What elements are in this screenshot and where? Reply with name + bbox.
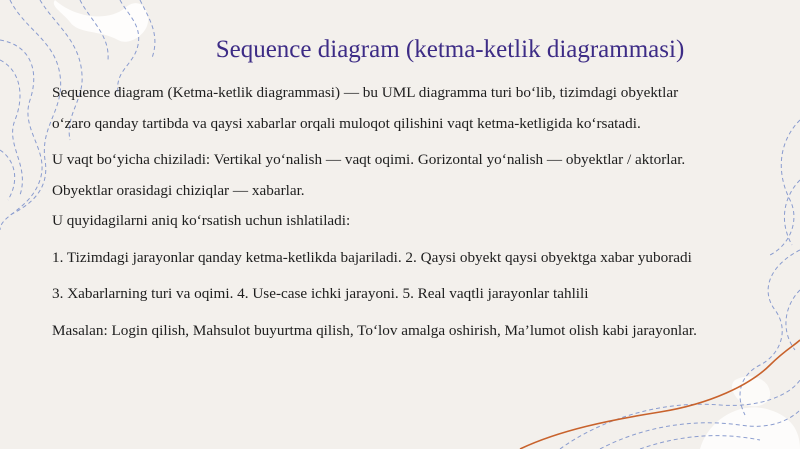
paragraph-usage-intro: U quyidagilarni aniq ko‘rsatish uchun ishlatiladi: xyxy=(52,212,351,229)
paragraph-definition: Sequence diagram (Ketma-ketlik diagrammasi) — bu UML diagramma turi bo‘lib, tizimdagi obyektlar o‘zaro qanday tartibda va qaysi xabarlar orqali muloqot qilishini vaqt ketma-ketligida ko‘rsatadi. xyxy=(52,84,679,132)
paragraph-axes: U vaqt bo‘yicha chiziladi: Vertikal yo‘nalish — vaqt oqimi. Gorizontal yo‘nalish — obyektlar / aktorlar. Obyektlar orasidagi chiziqlar — xabarlar. xyxy=(52,151,686,199)
bottom-right-blob xyxy=(700,407,800,449)
slide-body xyxy=(52,78,712,346)
paragraph-example: Masalan: Login qilish, Mahsulot buyurtma qilish, To‘lov amalga oshirish, Ma’lumot olish kabi jarayonlar. xyxy=(52,321,697,339)
top-left-blob xyxy=(54,0,148,42)
paragraph-usage-list-2: 3. Xabarlarning turi va oqimi. 4. Use-case ichki jarayoni. 5. Real vaqtli jarayonlar tahlili xyxy=(52,285,589,302)
slide-title: Sequence diagram (ketma-ketlik diagrammasi) xyxy=(215,36,685,63)
paragraph-usage-list-1: 1. Tizimdagi jarayonlar qanday ketma-ketlikda bajariladi. 2. Qaysi obyekt qaysi obyektga xabar yuboradi xyxy=(52,248,692,266)
bottom-right-blob-2 xyxy=(732,376,770,406)
